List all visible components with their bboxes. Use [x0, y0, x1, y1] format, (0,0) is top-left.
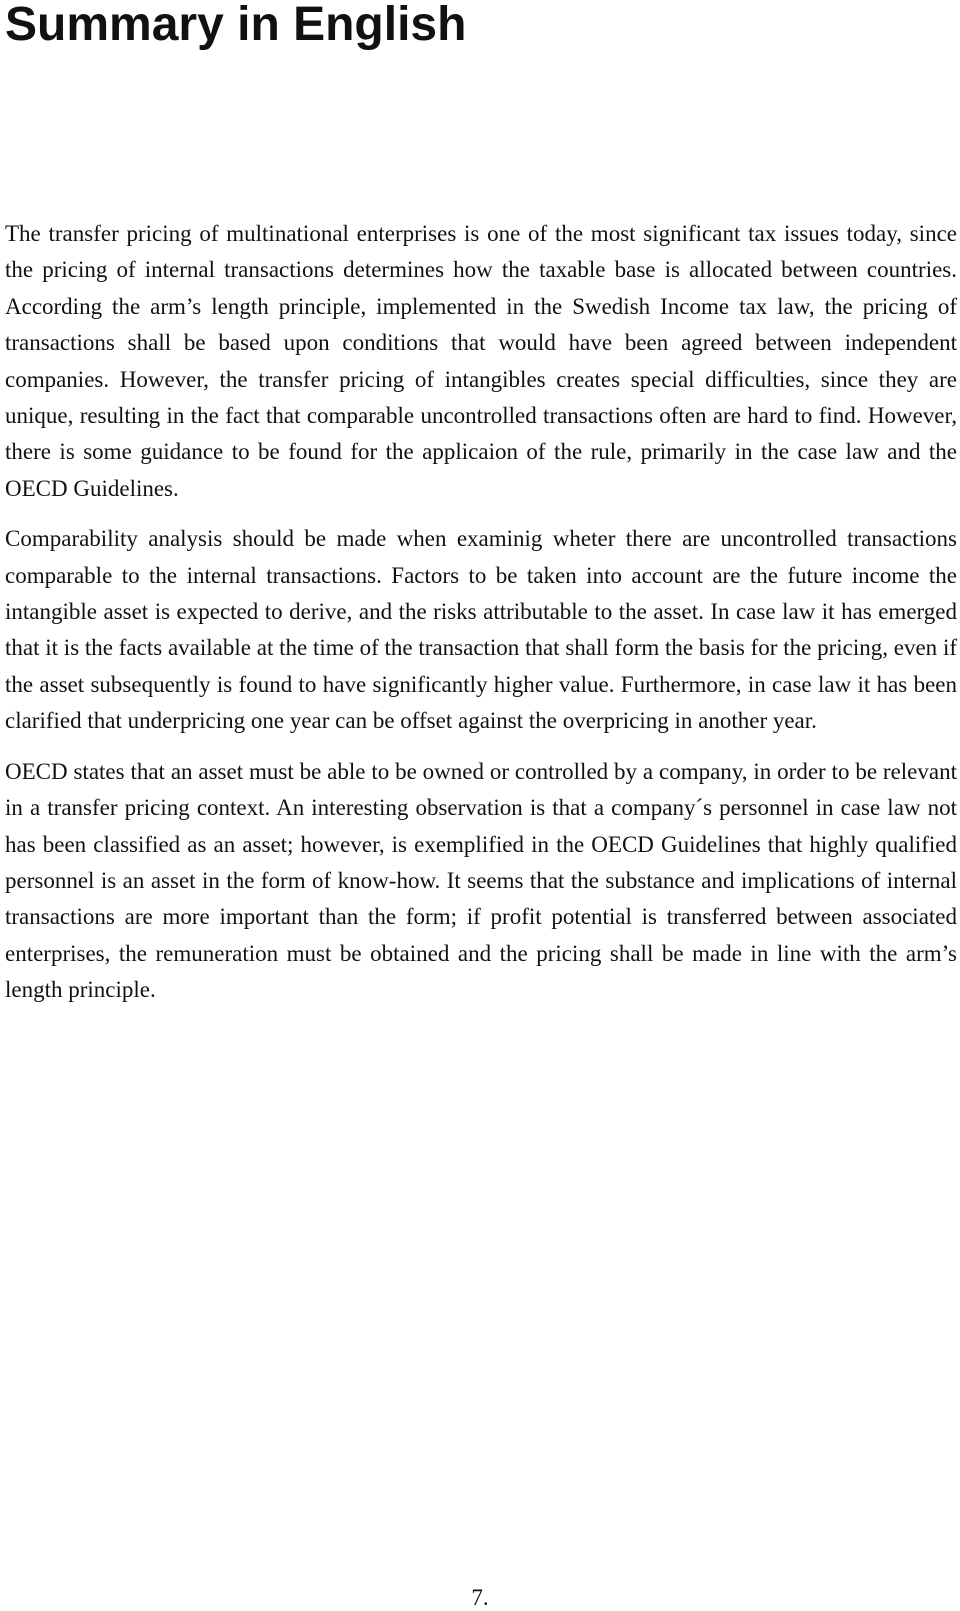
page-number: 7. [471, 1585, 489, 1610]
paragraph-3: OECD states that an asset must be able to be owned or controlled by a company, in order to be relevant in a transfer pricing context. An interesting observation is that a company´s personnel in case law not has been classified as an asset; however, is exemplified in the OECD Guidelines that highly qualified personnel is an asset in the form of know-how. It seems that the substance and implications of internal transactions are more important than the form; if profit potential is transferred between associated enterprises, the remuneration must be obtained and the pricing shall be made in line with the arm’s length principle. [5, 758, 957, 1003]
paragraph-1: The transfer pricing of multinational enterprises is one of the most significant tax issues today, since the pricing of internal transactions determines how the taxable base is allocated between countries. According the arm’s length principle, implemented in the Swedish Income tax law, the pricing of transactions shall be based upon conditions that would have been agreed between independent companies. However, the transfer pricing of intangibles creates special difficulties, since they are unique, resulting in the fact that comparable uncontrolled transactions often are hard to find. However, there is some guidance to be found for the applicaion of the rule, primarily in the case law and the OECD Guidelines. [5, 221, 957, 501]
body-text [5, 216, 957, 1023]
paragraph-2: Comparability analysis should be made when examinig wheter there are uncontrolled transactions comparable to the internal transactions. Factors to be taken into account are the future income the intangible asset is expected to derive, and the risks attributable to the asset. In case law it has emerged that it is the facts available at the time of the transaction that shall form the basis for the pricing, even if the asset subsequently is found to have significantly higher value. Furthermore, in case law it has been clarified that underpricing one year can be offset against the overpricing in another year. [5, 526, 957, 734]
page-title: Summary in English [5, 0, 467, 51]
